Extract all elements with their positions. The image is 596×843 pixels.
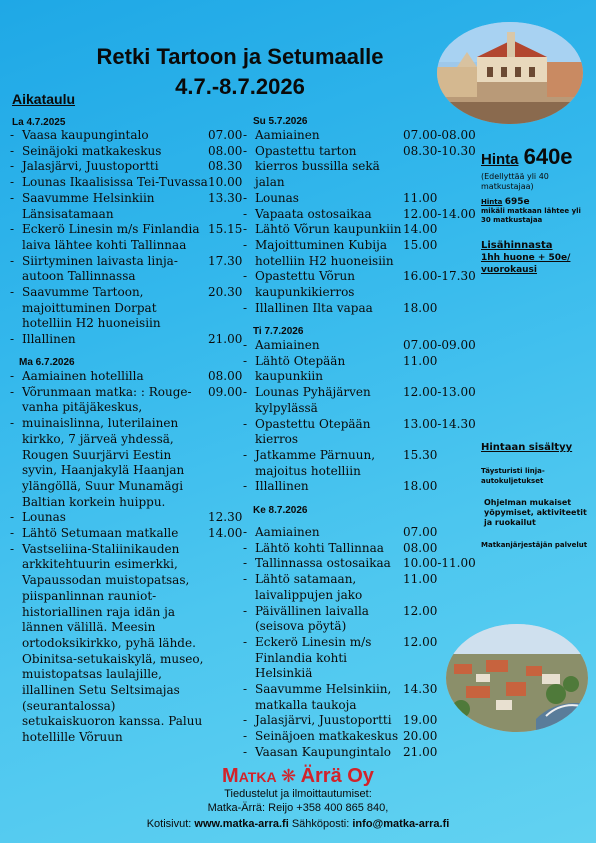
bullet-dash: - [243,300,248,315]
schedule-item [243,541,475,557]
town-square-photo [437,22,583,124]
day1-list [10,128,242,348]
bullet-dash: - [243,744,248,759]
schedule-item-text: Võrunmaan matka: : Rouge-vanha pitäjäkeskus, [22,384,192,415]
schedule-item-text: Siirtyminen laivasta linja-autoon Tallinnassa [22,253,178,284]
bullet-dash: - [243,713,248,728]
day-label: Ma 6.7.2026 [19,357,75,368]
bullet-dash: - [243,269,248,284]
price-note: (Edellyttää yli 40 matkustajaa) [481,172,549,191]
bullet-dash: - [10,510,15,525]
schedule-item-text: Lounas [255,190,299,205]
schedule-item-text: Lähtö Võrun kaupunkiin [255,222,402,237]
company-logo: Matka ❋ Ärrä Oy [222,765,374,787]
day5-list [243,525,475,761]
schedule-item [243,144,475,191]
schedule-item [243,745,475,761]
day2-list [243,128,475,316]
schedule-item-time: 11.00 [403,572,438,587]
schedule-item-time: 13.30 [208,190,243,205]
schedule-item-time: 13.00-14.30 [403,416,476,431]
bullet-dash: - [10,128,15,142]
schedule-item-text: Aamiainen [255,128,320,142]
schedule-item [10,175,242,191]
schedule-item-time: 08.30 [208,159,243,174]
schedule-item-text: Jatkamme Pärnuun, majoitus hotelliin [255,447,376,478]
footer-line: Tiedustelut ja ilmoittautumiset: [224,788,372,800]
schedule-item [243,556,475,572]
schedule-item-text: Seinäjoen matkakeskus [255,729,399,744]
schedule-item [10,369,242,385]
bullet-dash: - [243,222,248,237]
bullet-dash: - [243,556,248,571]
schedule-item [243,479,475,495]
schedule-item-text: Tallinnassa ostosaikaa [255,556,391,571]
bullet-dash: - [243,479,248,494]
includes-item: Täysturisti linja-autokuljetukset [481,467,545,485]
schedule-item-text: Vaasan Kaupungintalo [255,744,392,759]
schedule-item-time: 15.15 [208,222,243,237]
schedule-item [243,191,475,207]
schedule-item-text: Eckerö Linesin m/s Finlandia laiva lähtee kohti Tallinnaa [22,222,200,252]
schedule-item-time [208,542,242,746]
bullet-dash: - [243,634,248,649]
schedule-item [243,682,475,713]
schedule-item-time: 14.00 [403,222,438,237]
schedule-item-time: 15.00 [403,237,438,252]
schedule-item-text: Jalasjärvi, Juustoportti [255,713,392,728]
schedule-item-time: 09.00 [208,384,243,399]
price-amount: 640e [523,144,573,169]
schedule-item [10,285,242,332]
bullet-dash: - [10,369,15,383]
bullet-dash: - [243,385,248,400]
bullet-dash: - [10,222,15,237]
schedule-item-text: Eckerö Linesin m/s Finlandia kohti Helsinkiä [255,634,372,681]
bullet-dash: - [10,159,15,174]
schedule-item [243,385,475,416]
schedule-item-text: Lähtö Setumaan matkalle [22,526,179,541]
schedule-item-time: 07.00 [403,525,438,539]
bullet-dash: - [10,190,15,205]
schedule-item-time: 10.00-11.00 [403,556,476,571]
extra-price-block [481,240,593,276]
schedule-item-time: 14.00 [208,526,243,541]
bullet-dash: - [243,603,248,618]
bullet-dash: - [243,572,248,587]
schedule-item-time: 17.30 [208,253,243,268]
city-aerial-photo [446,624,588,732]
extra-heading: Lisähinnasta [481,240,553,251]
schedule-item-text: Aamiainen [255,525,320,539]
includes-heading: Hintaan sisältyy [481,442,573,453]
bullet-dash: - [243,128,248,142]
schedule-item [243,238,475,269]
schedule-item [243,729,475,745]
schedule-item-time: 12.00-14.00 [403,206,476,221]
schedule-item-time: 18.00 [403,479,438,494]
bullet-dash: - [243,353,248,368]
schedule-item-time: 20.00 [403,729,438,744]
bullet-dash: - [243,143,248,158]
schedule-item-text: Saavumme Tartoon, majoittuminen Dorpat hotelliin H2 huoneisiin [22,285,161,331]
schedule-item-text: Lähtö Otepään kaupunkiin [255,353,346,384]
schedule-item-text: Opastettu tarton kierros bussilla sekä jalan [255,143,380,190]
schedule-item-text: muinaislinna, luterilainen kirkko, 7 järveä yhdessä, Rougen Suurjärvi Eestin syvin, Haanjakylä Haanjan ylängöllä, Suur Munamägi Baltian korkein huippu. [22,416,185,509]
day-label: La 4.7.2025 [12,117,66,128]
schedule-item-time: 08.30-10.30 [403,143,476,158]
day3-list [10,369,242,746]
website-link[interactable]: www.matka-arra.fi [194,818,289,830]
bullet-dash: - [10,526,15,541]
schedule-heading: Aikataulu [12,91,76,107]
title-line1: Retki Tartoon ja Setumaalle [96,44,384,69]
schedule-item-time: 07.00-08.00 [403,128,476,142]
schedule-item [10,526,242,542]
schedule-item-time: 21.00 [403,744,438,759]
schedule-item-text: Vaasa kaupungintalo [22,128,149,142]
schedule-item-time: 14.30 [403,682,438,697]
bullet-dash: - [243,682,248,697]
bullet-dash: - [243,416,248,431]
schedule-item-text: Illallinen [255,479,309,494]
schedule-item [10,159,242,175]
schedule-item [10,144,242,160]
page-title [40,44,440,100]
schedule-item [10,416,242,510]
schedule-item-time: 11.00 [403,353,438,368]
schedule-item-text: Seinäjoki matkakeskus [22,143,162,158]
schedule-item-time: 12.30 [208,510,243,525]
schedule-item-time: 07.00-09.00 [403,338,476,352]
bullet-dash: - [10,285,15,300]
includes-item: Matkanjärjestäjän palvelut [481,541,588,549]
alt-price: Hinta 695e mikäli matkaan lähtee yli 30 matkustajaa [481,197,581,224]
schedule-item [10,128,242,144]
schedule-item [10,385,242,416]
bullet-dash: - [243,729,248,744]
includes-item: Ohjelman mukaiset yöpymiset, aktiviteetit ja ruokailut [484,498,587,527]
schedule-item [243,269,475,300]
schedule-item [243,572,475,603]
price-block [481,144,593,225]
bullet-dash: - [243,540,248,555]
bullet-dash: - [243,338,248,352]
schedule-item [10,191,242,222]
schedule-item [10,332,242,348]
schedule-item [10,222,242,253]
schedule-item-time [208,416,242,510]
schedule-item-text: Illallinen Ilta vapaa [255,300,373,315]
schedule-item [10,510,242,526]
schedule-item [243,354,475,385]
bullet-dash: - [10,253,15,268]
schedule-item-text: Päivällinen laivalla (seisova pöytä) [255,603,369,634]
bullet-dash: - [243,237,248,252]
bullet-dash: - [10,175,15,190]
schedule-item-text: Vastseliina-Staliinikauden arkkitehtuurin esimerkki, Vapaussodan muistopatsas, piispanlinnan rauniot- historiallinen raja idän ja lännen välillä. Meesin ortodoksikirkko, pyhä lähde. Obinitsa-setukaiskylä, museo, muistopatsas laulajille, illallinen Setu Seltsimajas (seurantalossa) setukaiskuoron kanssa. Paluu hotellille Võruun [22,541,204,745]
bullet-dash: - [243,447,248,462]
schedule-item [243,301,475,317]
extra-value: 1hh huone + 50e/ vuorokausi [481,253,571,275]
schedule-item-text: Vapaata ostosaikaa [255,206,372,221]
schedule-item-time: 07.00 [208,128,243,142]
schedule-item [10,254,242,285]
schedule-item-time: 19.00 [403,713,438,728]
schedule-item-time: 11.00 [403,190,438,205]
schedule-item-text: Lähtö kohti Tallinnaa [255,540,384,555]
bullet-dash: - [243,206,248,221]
schedule-item [243,417,475,448]
schedule-item-text: Lounas Pyhäjärven kylpylässä [255,385,371,415]
day-label: Ke 8.7.2026 [253,505,308,516]
email-link[interactable]: info@matka-arra.fi [352,818,450,830]
footer-line: Matka-Ärrä: Reijo +358 400 865 840, [207,802,389,814]
schedule-item [10,542,242,746]
schedule-item [243,448,475,479]
schedule-item-time: 12.00 [403,603,438,618]
bullet-dash: - [10,143,15,158]
schedule-item-time: 12.00 [403,634,438,649]
bullet-dash: - [10,384,15,399]
schedule-item [243,222,475,238]
schedule-item-text: Illallinen [22,332,76,347]
schedule-item-text: Opastettu Võrun kaupunkikierros [255,269,355,300]
schedule-item [243,338,475,354]
schedule-item-time: 08.00 [208,369,243,383]
bullet-dash: - [243,190,248,205]
schedule-item-text: Aamiainen hotellilla [22,369,144,383]
schedule-item-text: Saavumme Helsinkiin Länsisatamaan [22,190,155,221]
schedule-item-text: Lounas Ikaalisissa Tei-Tuvassa [22,175,208,190]
bullet-dash: - [10,332,15,347]
schedule-item-text: Lounas [22,510,66,525]
schedule-item [243,128,475,144]
bullet-dash: - [10,541,15,556]
day4-list [243,338,475,495]
schedule-item-text: Lähtö satamaan, laivalippujen jako [255,572,363,602]
schedule-item-text: Opastettu Otepään kierros [255,416,371,447]
schedule-item-time: 20.30 [208,285,243,300]
bullet-dash: - [10,416,15,431]
schedule-item-time: 15.30 [403,447,438,462]
schedule-item [243,604,475,635]
footer-contact: Kotisivut: www.matka-arra.fi Sähköposti: info@matka-arra.fi [146,818,450,830]
schedule-item [243,635,475,682]
schedule-item-text: Majoittuminen Kubija hotelliin H2 huoneisiin [255,237,394,268]
sun-icon: ❋ [281,766,297,786]
schedule-item-text: Jalasjärvi, Juustoportti [22,159,159,174]
bullet-dash: - [243,525,248,539]
schedule-item-text: Saavumme Helsinkiin, matkalla taukoja [255,682,392,712]
schedule-item [243,713,475,729]
schedule-item-time: 12.00-13.00 [403,385,476,400]
schedule-item-time: 18.00 [403,300,438,315]
price-label: Hinta [481,151,519,168]
schedule-item [243,207,475,223]
schedule-item-time: 10.00 [208,175,243,190]
schedule-item-time: 08.00 [403,540,438,555]
day-label: Su 5.7.2026 [253,116,308,127]
schedule-item-time: 16.00-17.30 [403,269,476,284]
schedule-item-text: Aamiainen [255,338,320,352]
day-label: Ti 7.7.2026 [253,326,304,337]
schedule-item [243,525,475,541]
includes-block [481,442,596,550]
title-line2: 4.7.-8.7.2026 [175,74,305,99]
schedule-item-time: 21.00 [208,332,243,347]
schedule-item-time: 08.00 [208,143,243,158]
